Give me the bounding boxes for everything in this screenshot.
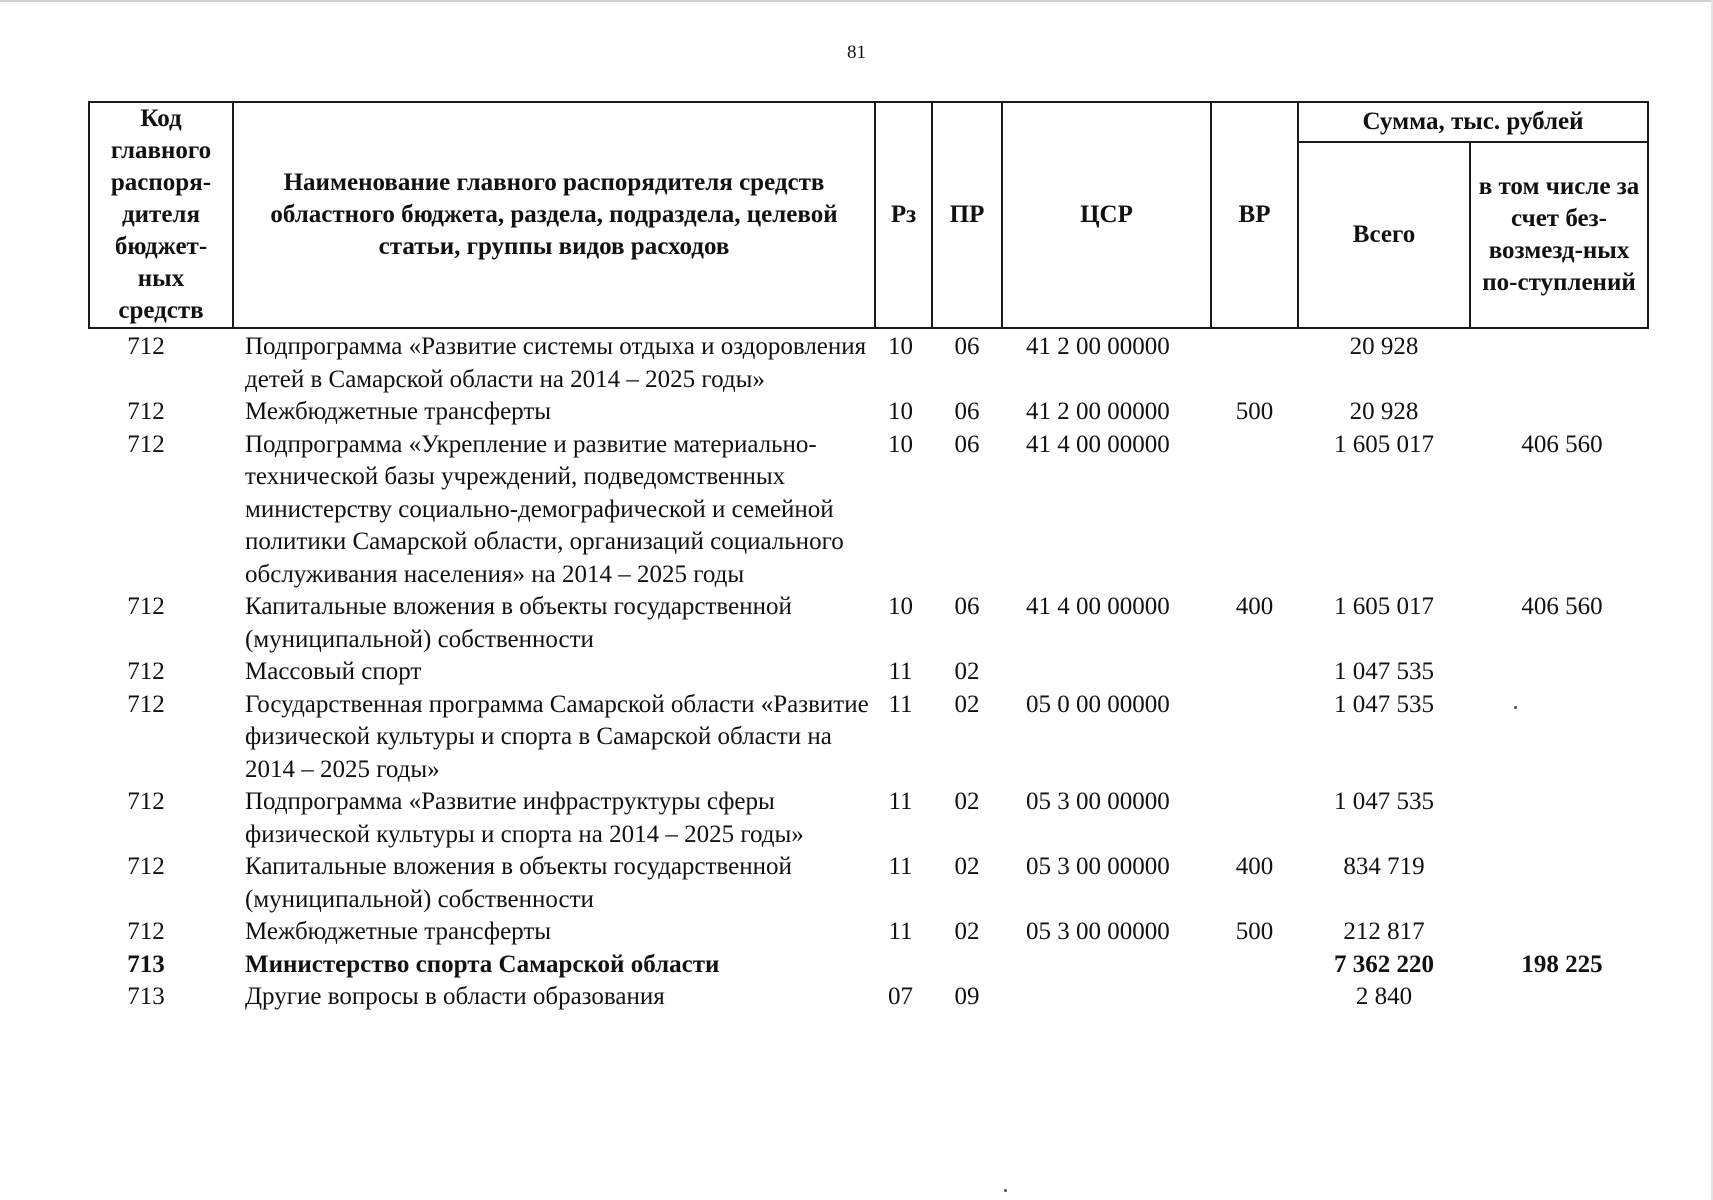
table-row [89, 396, 1648, 429]
cell-vr [1211, 949, 1298, 982]
cell-code: 713 [127, 950, 165, 978]
budget-table [88, 101, 1649, 1014]
cell-rz: 11 [888, 658, 913, 685]
cell-csr: 41 4 00 00000 [1026, 593, 1170, 620]
header-free: в том числе за счет без-возмезд-ных по-ступлений [1470, 142, 1648, 328]
cell-vr [1211, 429, 1298, 592]
cell-name: Капитальные вложения в объекты государственной (муниципальной) собственности [245, 593, 792, 653]
cell-vr [1211, 328, 1298, 396]
cell-csr [1002, 981, 1211, 1014]
cell-pr: 02 [954, 690, 980, 718]
table-header [89, 102, 1648, 328]
cell-csr [1002, 656, 1211, 689]
header-pr: ПР [932, 102, 1002, 328]
cell-code: 712 [127, 690, 165, 718]
cell-rz: 11 [888, 853, 913, 880]
cell-rz: 11 [888, 788, 913, 815]
cell-pr: 02 [954, 788, 980, 815]
scan-speck [1004, 1189, 1007, 1192]
cell-rz [875, 949, 932, 982]
cell-total: 2 840 [1355, 983, 1413, 1010]
cell-code: 712 [127, 918, 165, 945]
cell-csr: 41 2 00 00000 [1026, 398, 1170, 425]
cell-total: 20 928 [1349, 333, 1419, 360]
cell-pr: 06 [954, 333, 980, 360]
cell-free [1470, 916, 1648, 949]
cell-name: Межбюджетные трансферты [245, 398, 552, 425]
cell-csr: 05 0 00 00000 [1026, 690, 1170, 718]
cell-csr: 41 2 00 00000 [1026, 333, 1170, 360]
cell-vr [1211, 689, 1298, 787]
cell-total: 1 047 535 [1334, 690, 1434, 718]
table-row [89, 689, 1648, 787]
cell-vr: 500 [1235, 398, 1274, 425]
cell-free [1470, 689, 1648, 787]
header-vr: ВР [1211, 102, 1298, 328]
cell-total: 1 605 017 [1334, 430, 1434, 458]
cell-name: Массовый спорт [245, 658, 422, 685]
cell-code: 712 [127, 853, 165, 880]
cell-vr [1211, 656, 1298, 689]
cell-free [1470, 656, 1648, 689]
cell-rz: 11 [888, 690, 913, 718]
cell-rz: 11 [888, 918, 913, 945]
cell-pr: 02 [954, 658, 980, 685]
cell-vr: 400 [1235, 593, 1274, 620]
cell-name: Капитальные вложения в объекты государственной (муниципальной) собственности [245, 853, 792, 913]
cell-csr [1002, 949, 1211, 982]
scan-speck [1514, 706, 1517, 709]
cell-code: 712 [127, 398, 165, 425]
cell-vr [1211, 981, 1298, 1014]
cell-total: 212 817 [1343, 918, 1425, 945]
cell-pr [932, 949, 1002, 982]
cell-pr: 06 [954, 593, 980, 620]
cell-name: Подпрограмма «Развитие инфраструктуры сферы физической культуры и спорта на 2014 – 2025 годы» [245, 788, 804, 848]
cell-total: 20 928 [1349, 398, 1419, 425]
cell-csr: 05 3 00 00000 [1026, 918, 1170, 945]
table-row [89, 328, 1648, 396]
cell-rz: 07 [888, 983, 913, 1010]
header-code: Код главного распоря-дителя бюджет-ных средств [89, 102, 233, 328]
cell-code: 712 [127, 430, 165, 458]
table-row [89, 949, 1648, 982]
table-row [89, 591, 1648, 656]
cell-name: Межбюджетные трансферты [245, 918, 552, 945]
header-sum-group: Сумма, тыс. рублей [1298, 102, 1648, 142]
cell-total: 1 047 535 [1334, 658, 1434, 685]
scan-edge-top [0, 0, 1713, 2]
cell-vr: 400 [1235, 853, 1274, 880]
cell-code: 713 [127, 983, 165, 1010]
cell-csr: 41 4 00 00000 [1026, 430, 1170, 458]
header-rz: Рз [875, 102, 932, 328]
cell-total: 1 605 017 [1334, 593, 1434, 620]
page-number: 81 [847, 42, 866, 63]
cell-total: 1 047 535 [1334, 788, 1434, 815]
cell-vr [1211, 786, 1298, 851]
cell-name: Государственная программа Самарской области «Развитие физической культуры и спорта в Самарской области на 2014 – 2025 годы» [245, 690, 869, 783]
cell-code: 712 [127, 658, 165, 685]
cell-rz: 10 [888, 593, 913, 620]
cell-rz: 10 [888, 398, 913, 425]
cell-pr: 02 [954, 918, 980, 945]
cell-pr: 09 [954, 983, 980, 1010]
cell-name: Другие вопросы в области образования [245, 983, 665, 1010]
cell-code: 712 [127, 593, 165, 620]
cell-name: Подпрограмма «Развитие системы отдыха и оздоровления детей в Самарской области на 2014 – 2025 годы» [245, 333, 867, 393]
cell-rz: 10 [888, 430, 913, 458]
cell-pr: 06 [954, 398, 980, 425]
cell-code: 712 [127, 333, 165, 360]
cell-free: 198 225 [1521, 950, 1603, 978]
table-row [89, 981, 1648, 1014]
cell-free [1470, 396, 1648, 429]
cell-free [1470, 786, 1648, 851]
table-row [89, 916, 1648, 949]
cell-free [1470, 851, 1648, 916]
cell-free [1470, 981, 1648, 1014]
table-row [89, 429, 1648, 592]
cell-free: 406 560 [1521, 593, 1603, 620]
cell-rz: 10 [888, 333, 913, 360]
cell-csr: 05 3 00 00000 [1026, 853, 1170, 880]
table-row [89, 851, 1648, 916]
cell-total: 7 362 220 [1334, 950, 1434, 978]
cell-total: 834 719 [1343, 853, 1425, 880]
cell-pr: 02 [954, 853, 980, 880]
cell-name: Министерство спорта Самарской области [245, 950, 720, 978]
cell-pr: 06 [954, 430, 980, 458]
cell-code: 712 [127, 788, 165, 815]
cell-csr: 05 3 00 00000 [1026, 788, 1170, 815]
header-name: Наименование главного распорядителя средств областного бюджета, раздела, подраздела, целевой статьи, группы видов расходов [233, 102, 875, 328]
table-body [89, 328, 1648, 1014]
table-row [89, 656, 1648, 689]
cell-free: 406 560 [1521, 430, 1603, 458]
cell-free [1470, 328, 1648, 396]
cell-vr: 500 [1235, 918, 1274, 945]
header-csr: ЦСР [1002, 102, 1211, 328]
header-total: Всего [1298, 142, 1470, 328]
cell-name: Подпрограмма «Укрепление и развитие материально-технической базы учреждений, подведомственных министерству социально-демографической и семейной политики Самарской области, организаций социального обслуживания населения» на 2014 – 2025 годы [245, 430, 844, 588]
table-row [89, 786, 1648, 851]
